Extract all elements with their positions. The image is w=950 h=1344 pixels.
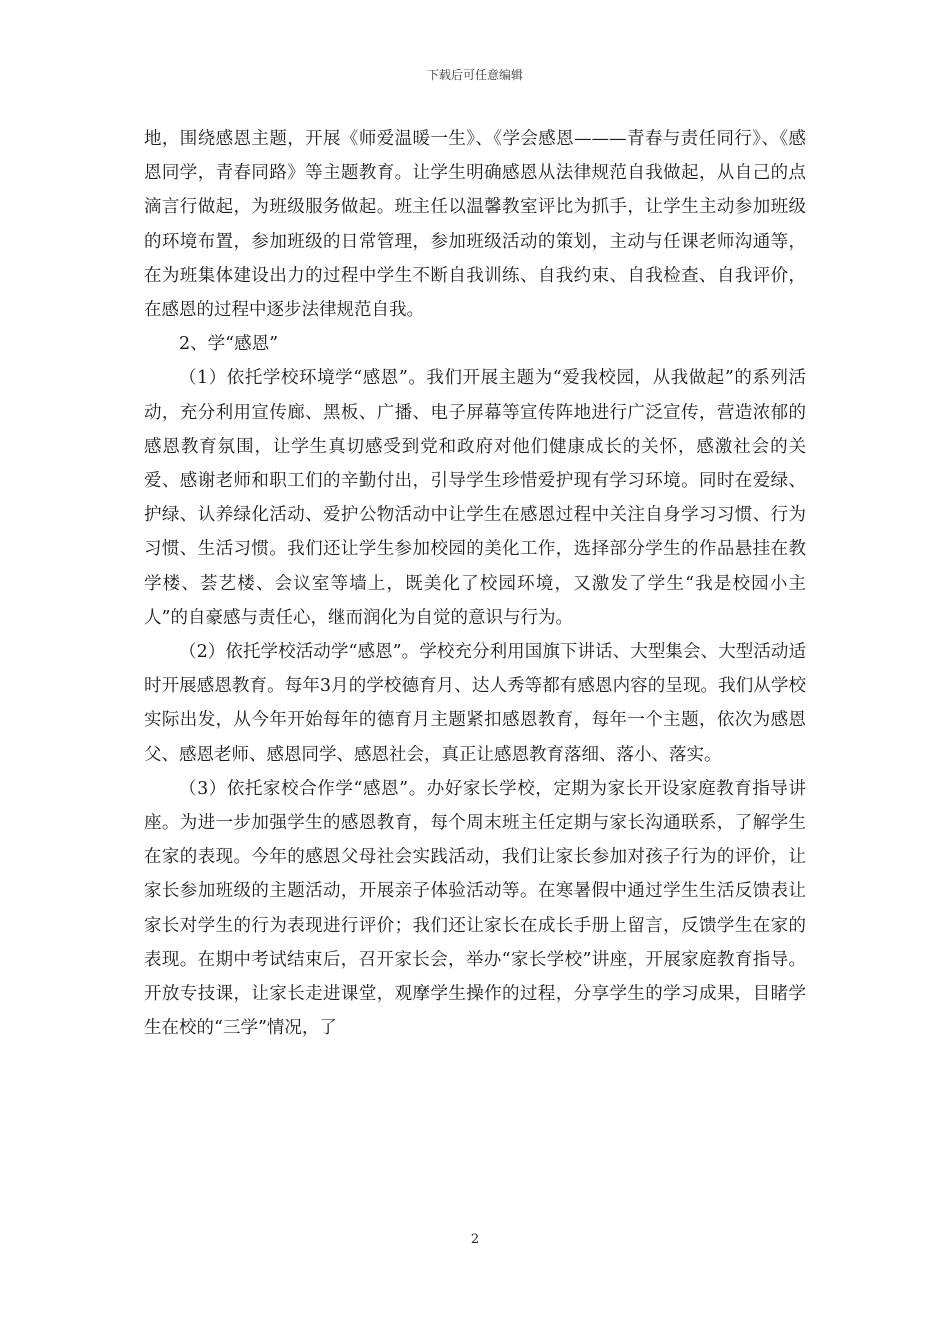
section-heading: 2、学“感恩” xyxy=(179,334,279,355)
document-body xyxy=(144,122,806,1045)
page-header: 下载后可任意编辑 xyxy=(426,68,523,82)
paragraph-continuation: 地，围绕感恩主题，开展《师爱温暖一生》、《学会感恩———青春与责任同行》、《感恩同学，青春同路》等主题教育。让学生明确感恩从法律规范自我做起，从自己的点滴言行做起，为班级服务做起。班主任以温馨教室评比为抓手，让学生主动参加班级的环境布置，参加班级的日常管理，参加班级活动的策划，主动与任课老师沟通等，在为班集体建设出力的过程中学生不断自我训练、自我约束、自我检查、自我评价，在感恩的过程中逐步法律规范自我。 xyxy=(144,129,806,321)
paragraph-environment: （1）依托学校环境学“感恩”。我们开展主题为“爱我校园，从我做起”的系列活动，充分利用宣传廊、黑板、广播、电子屏幕等宣传阵地进行广泛宣传，营造浓郁的感恩教育氛围，让学生真切感受到党和政府对他们健康成长的关怀，感激社会的关爱、感谢老师和职工们的辛勤付出，引导学生珍惜爱护现有学习环境。同时在爱绿、护绿、认养绿化活动、爱护公物活动中让学生在感恩过程中关注自身学习习惯、行为习惯、生活习惯。我们还让学生参加校园的美化工作，选择部分学生的作品悬挂在教学楼、荟艺楼、会议室等墙上，既美化了校园环境，又激发了学生“我是校园小主人”的自豪感与责任心，继而润化为自觉的意识与行为。 xyxy=(144,368,806,628)
paragraph-home-school: （3）依托家校合作学“感恩”。办好家长学校，定期为家长开设家庭教育指导讲座。为进一步加强学生的感恩教育，每个周末班主任定期与家长沟通联系，了解学生在家的表现。今年的感恩父母社会实践活动，我们让家长参加对孩子行为的评价，让家长参加班级的主题活动，开展亲子体验活动等。在寒暑假中通过学生生活反馈表让家长对学生的行为表现进行评价；我们还让家长在成长手册上留言，反馈学生在家的表现。在期中考试结束后，召开家长会，举办“家长学校”讲座，开展家庭教育指导。开放专技课，让家长走进课堂，观摩学生操作的过程，分享学生的学习成果，目睹学生在校的“三学”情况，了 xyxy=(144,778,806,1039)
page-number: 2 xyxy=(470,1232,480,1247)
paragraph-activities: （2）依托学校活动学“感恩”。学校充分利用国旗下讲话、大型集会、大型活动适时开展感恩教育。每年3月的学校德育月、达人秀等都有感恩内容的呈现。我们从学校实际出发，从今年开始每年的德育月主题紧扣感恩教育，每年一个主题，依次为感恩父、感恩老师、感恩同学、感恩社会，真正让感恩教育落细、落小、落实。 xyxy=(144,642,806,765)
